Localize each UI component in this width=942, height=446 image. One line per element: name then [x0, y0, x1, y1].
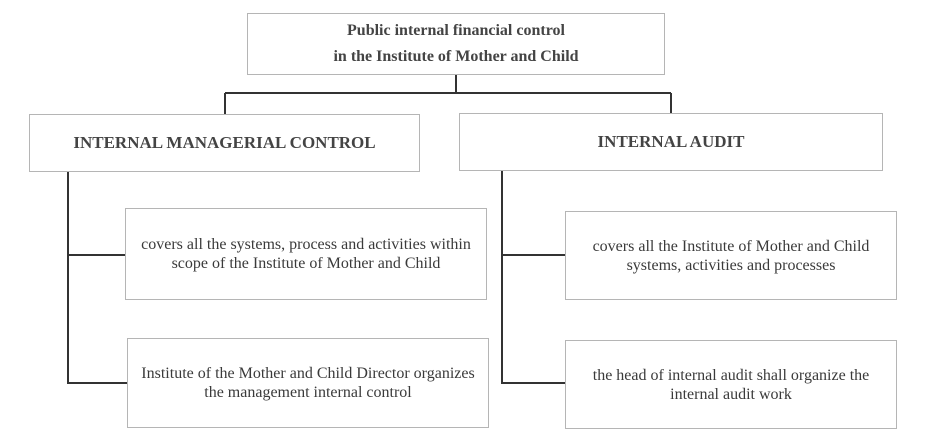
category-title: INTERNAL MANAGERIAL CONTROL: [73, 133, 376, 152]
internal-audit-scope-node: [565, 211, 897, 300]
internal-audit-head-node: [565, 340, 897, 429]
managerial-control-director-node: [127, 338, 489, 428]
root-node: [247, 13, 665, 75]
managerial-control-scope-node: [125, 208, 487, 300]
root-title-line-2: in the Institute of Mother and Child: [333, 48, 579, 65]
internal-managerial-control-node: [29, 114, 420, 172]
leaf-text: covers all the Institute of Mother and Child systems, activities and processes: [592, 237, 870, 274]
internal-audit-node: [459, 113, 883, 171]
leaf-text: the head of internal audit shall organize the internal audit work: [592, 366, 870, 403]
leaf-text: covers all the systems, process and activities within scope of the Institute of Mother and Child: [141, 236, 471, 272]
root-title-line-1: Public internal financial control: [347, 22, 565, 39]
category-title: INTERNAL AUDIT: [597, 132, 745, 151]
leaf-text: Institute of the Mother and Child Director organizes the management internal control: [141, 365, 475, 401]
